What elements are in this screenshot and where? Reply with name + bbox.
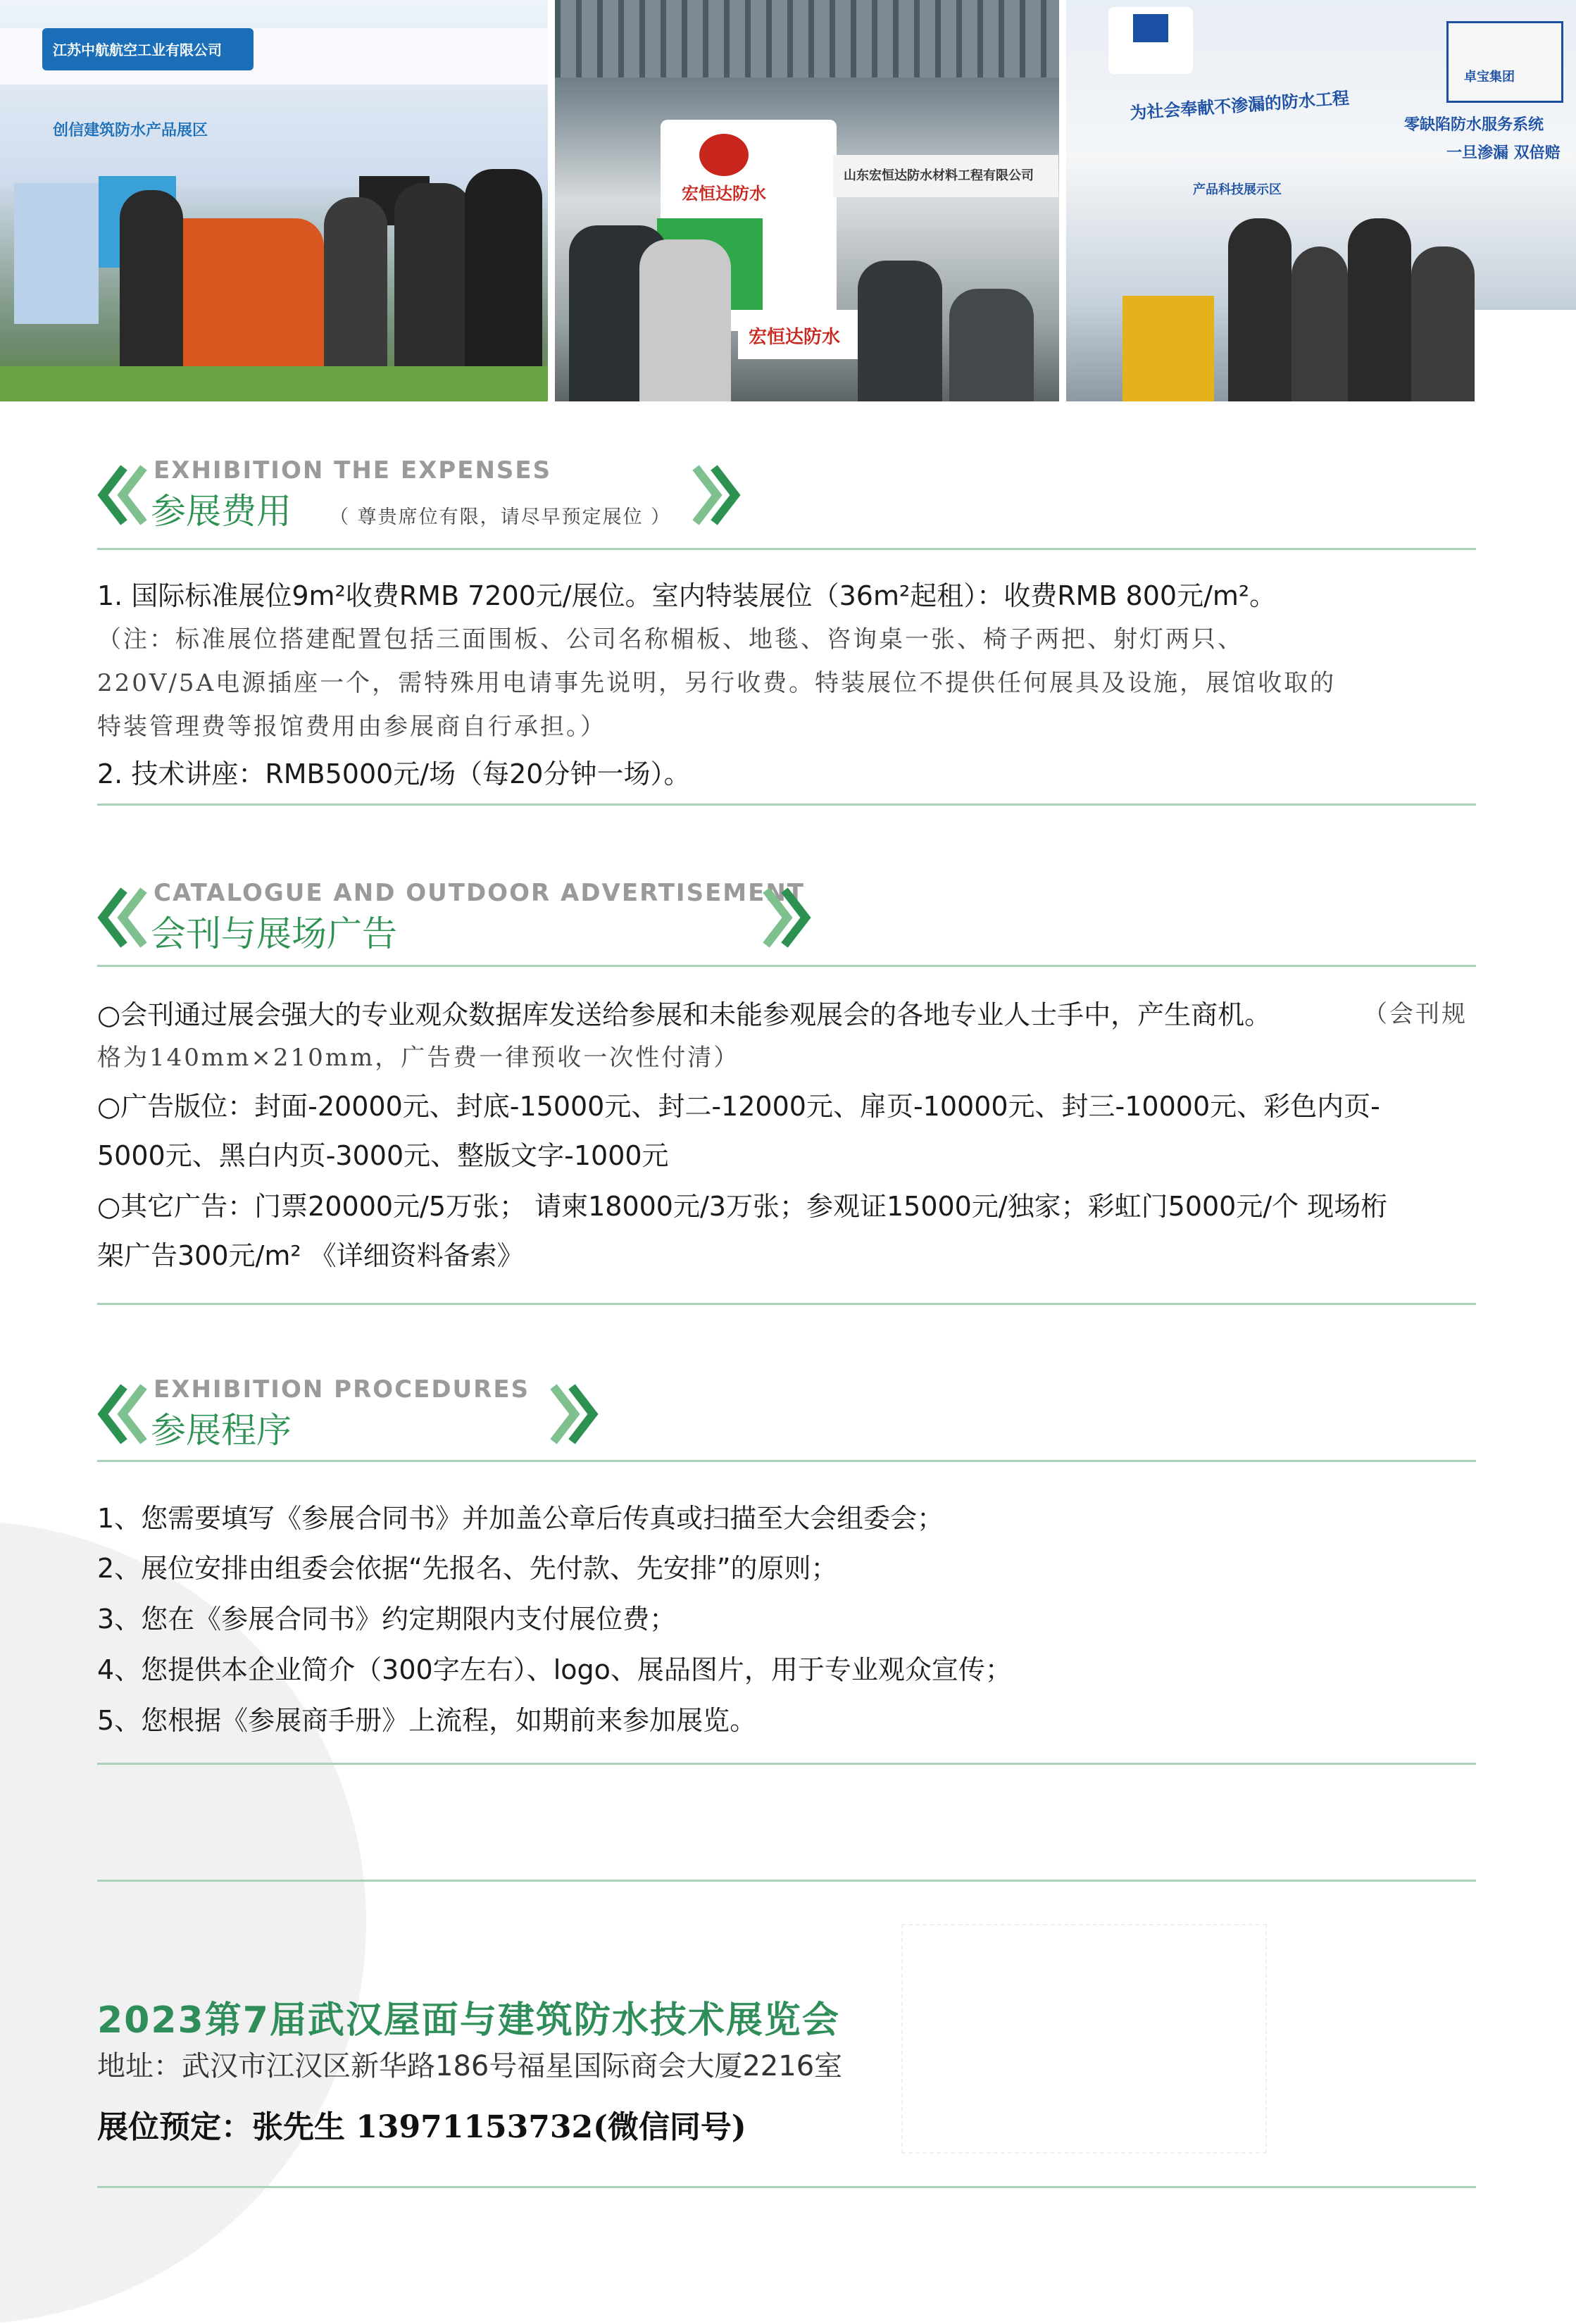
section-divider <box>97 1763 1476 1765</box>
photo-booth-right <box>1066 0 1576 401</box>
booth-contact: 展位预定：张先生 13971153732(微信同号) <box>97 2109 746 2145</box>
procedure-step: 1、您需要填写《参展合同书》并加盖公章后传真或扫描至大会组委会； <box>97 1503 944 1534</box>
chevron-right-icon <box>690 463 741 527</box>
section-exhibition-expenses <box>97 451 1476 789</box>
photo-booth-middle <box>555 0 1059 401</box>
section-divider <box>97 1303 1476 1305</box>
section-catalogue-advertisement <box>97 873 1476 1271</box>
booth-sign-text: 江苏中航航空工业有限公司 <box>53 42 222 58</box>
procedure-step: 2、展位安排由组委会依据“先报名、先付款、先安排”的原则； <box>97 1553 838 1584</box>
booth-sign-text: 一旦渗漏 双倍赔 <box>1446 144 1561 162</box>
procedure-step: 4、您提供本企业简介（300字左右）、logo、展品图片，用于专业观众宣传； <box>97 1654 1012 1685</box>
expense-item-2: 2. 技术讲座：RMB5000元/场（每20分钟一场）。 <box>97 758 691 789</box>
section-exhibition-procedures <box>97 1370 1476 1736</box>
booth-sign-text: 创信建筑防水产品展区 <box>53 122 208 139</box>
section-header <box>97 1370 1476 1454</box>
section-title-cn: 参展费用 <box>151 491 292 532</box>
exhibition-photo-strip <box>0 0 1576 401</box>
chevron-right-icon <box>761 886 811 949</box>
photo-booth-left <box>0 0 548 401</box>
exhibition-title: 2023第7届武汉屋面与建筑防水技术展览会 <box>97 1999 840 2042</box>
section-divider <box>97 548 1476 550</box>
chevron-left-icon <box>97 886 148 949</box>
section-title-cn: 会刊与展场广告 <box>151 913 397 954</box>
booth-sign-text: 为社会奉献不渗漏的防水工程 <box>1129 88 1350 123</box>
section-header <box>97 451 1476 535</box>
procedure-step: 5、您根据《参展商手册》上流程，如期前来参加展览。 <box>97 1705 757 1736</box>
booth-sign-text: 山东宏恒达防水材料工程有限公司 <box>844 168 1034 183</box>
catalogue-line: ○会刊通过展会强大的专业观众数据库发送给参展和未能参观展会的各地专业人士手中，产生商机。 <box>97 999 1272 1030</box>
procedure-step: 3、您在《参展合同书》约定期限内支付展位费； <box>97 1604 677 1635</box>
chevron-right-icon <box>548 1382 599 1446</box>
section-title-en: EXHIBITION PROCEDURES <box>154 1375 530 1404</box>
section-divider <box>97 1460 1476 1462</box>
section-divider <box>97 965 1476 967</box>
catalogue-line: 5000元、黑白内页-3000元、整版文字-1000元 <box>97 1140 669 1171</box>
expense-note-line: 220V/5A电源插座一个，需特殊用电请事先说明，另行收费。特装展位不提供任何展具及设施，展馆收取的 <box>97 669 1337 697</box>
expense-note-line: 特装管理费等报馆费用由参展商自行承担。） <box>97 713 606 741</box>
booth-sign-text: 产品科技展示区 <box>1193 182 1282 197</box>
section-title-cn: 参展程序 <box>151 1410 292 1451</box>
footer-divider-top <box>97 1880 1476 1882</box>
section-title-en: CATALOGUE AND OUTDOOR ADVERTISEMENT <box>154 879 805 907</box>
catalogue-line: 格为140mm×210mm，广告费一律预收一次性付清） <box>97 1044 740 1072</box>
chevron-left-icon <box>97 1382 148 1446</box>
section-title-en: EXHIBITION THE EXPENSES <box>154 456 552 485</box>
section-header <box>97 873 1476 958</box>
booth-sign-text: 零缺陷防水服务系统 <box>1404 116 1544 134</box>
booth-sign-text: 宏恒达防水 <box>749 327 841 348</box>
expense-note-line: （注：标准展位搭建配置包括三面围板、公司名称楣板、地毯、咨询桌一张、椅子两把、射灯两只、 <box>97 625 1244 654</box>
footer-divider-bottom <box>97 2186 1476 2188</box>
catalogue-line: ○广告版位：封面-20000元、封底-15000元、封二-12000元、扉页-10000元、封三-10000元、彩色内页- <box>97 1091 1380 1122</box>
qr-code-placeholder <box>901 1924 1267 2154</box>
exhibition-address: 地址：武汉市江汉区新华路186号福星国际商会大厦2216室 <box>97 2050 843 2082</box>
catalogue-line: ○其它广告：门票20000元/5万张； 请柬18000元/3万张；参观证15000元/独家；彩虹门5000元/个 现场桁 <box>97 1191 1388 1222</box>
background-circle <box>0 1521 366 2324</box>
catalogue-line: （会刊规 <box>1363 1000 1468 1028</box>
booth-sign-text: 卓宝集团 <box>1464 70 1515 85</box>
section-note: （ 尊贵席位有限，请尽早预定展位 ） <box>330 506 672 528</box>
catalogue-line: 架广告300元/m² 《详细资料备索》 <box>97 1240 524 1271</box>
expense-item-1: 1. 国际标准展位9m²收费RMB 7200元/展位。室内特装展位（36m²起租）：收费RMB 800元/m²。 <box>97 580 1277 611</box>
chevron-left-icon <box>97 463 148 527</box>
booth-sign-text: 宏恒达防水 <box>682 184 766 204</box>
section-divider <box>97 804 1476 806</box>
